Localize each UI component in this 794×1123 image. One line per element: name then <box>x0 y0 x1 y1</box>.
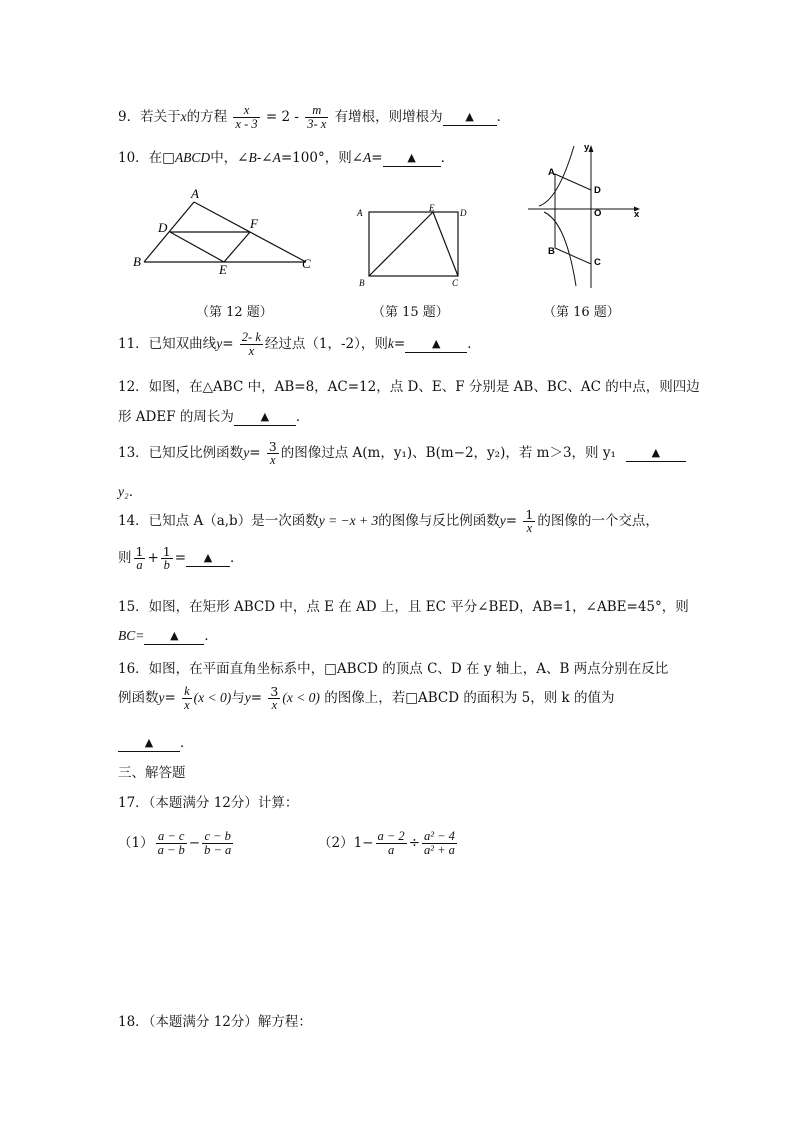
question-15-line2: BC= ▲ ． <box>118 628 218 644</box>
fraction: $\frac{a - c}{a - b}$ <box>157 829 185 858</box>
fraction: $\frac{c - b}{b - a}$ <box>204 829 232 858</box>
label-C: C <box>302 256 311 271</box>
label-A: A <box>548 167 555 178</box>
question-12-line1: 12．如图，在△ABC 中，AB=8，AC=12，点 D、E、F 分别是 AB、BC、AC 的中点，则四边 <box>118 379 700 395</box>
fraction: $\frac{1}{a}$ <box>135 544 144 573</box>
answer-blank[interactable] <box>118 737 180 752</box>
fraction: $\frac{\text{a² − 4}}{\text{a² + a}}$ <box>424 829 455 858</box>
question-9: 9．若关于x的方程 $\frac{x}{x - 3}$ = 2 - $\frac{m}{3- x}$ 有增根，则增根为 ▲ ． <box>118 103 511 132</box>
label-B: B <box>359 278 365 288</box>
parallelogram-ABCD <box>555 174 591 264</box>
label-F: F <box>250 216 258 231</box>
question-13-line2: y₂． <box>118 484 143 499</box>
question-17-part2: （2）1− $\frac{a - 2}{a}$ ÷ $\frac{\text{a² − 4}}{\text{a² + a}}$ <box>318 829 455 858</box>
label-D: D <box>460 208 467 218</box>
label-E: E <box>429 203 435 213</box>
fraction: $\frac{m}{3- x}$ <box>307 103 327 132</box>
question-10: 10．在□ABCD中，∠B-∠A=100°，则∠A= ▲ ． <box>118 150 455 166</box>
figure-12 <box>130 188 320 278</box>
triangle-icon: ▲ <box>431 337 441 351</box>
triangle-icon: ▲ <box>260 410 270 423</box>
section-heading: 三、解答题 <box>118 765 186 781</box>
question-16-line3: ▲ ． <box>118 731 194 752</box>
question-13: 13．已知反比例函数y= $\frac{3}{x}$ 的图像过点 A(m，y₁)、B(m−2，y₂)，若 m＞3，则 y₁ ▲ <box>118 440 686 467</box>
triangle-icon: ▲ <box>465 110 474 124</box>
figure-16 <box>522 140 646 290</box>
label-D: D <box>158 220 168 235</box>
question-11: 11．已知双曲线y= $\frac{2- k}{x}$ 经过点（1，-2），则k= ▲ ． <box>118 330 481 359</box>
question-16-line1: 16．如图，在平面直角坐标系中，□ABCD 的顶点 C、D 在 y 轴上，A、B 两点分别在反比 <box>118 661 669 677</box>
fraction: $\frac{a - 2}{a}$ <box>377 829 405 858</box>
label-A: A <box>191 188 199 201</box>
triangle-icon: ▲ <box>407 151 416 164</box>
figure-15 <box>354 202 472 290</box>
label-x: x <box>634 209 640 220</box>
answer-blank[interactable] <box>626 447 686 462</box>
answer-blank[interactable] <box>405 338 467 353</box>
triangle-icon: ▲ <box>203 551 213 565</box>
label-y: y <box>584 142 590 153</box>
label-B: B <box>548 246 555 257</box>
question-12-line2: 形 ADEF 的周长为 ▲ ． <box>118 409 310 425</box>
segment-EF <box>224 232 250 262</box>
answer-blank[interactable] <box>234 411 296 426</box>
fraction: $\frac{x}{x - 3}$ <box>235 103 258 132</box>
segment-DE <box>170 232 224 262</box>
question-16-line2: 例函数y= $\frac{k}{x}$ (x < 0)与y= $\frac{3}{x}$ (x < 0) 的图像上，若□ABCD 的面积为 5，则 k 的值为 <box>118 684 615 713</box>
caption-15: （第 15 题） <box>372 305 449 320</box>
rectangle-ABCD <box>369 212 458 276</box>
question-14: 14．已知点 A（a,b）是一次函数y = −x + 3的图像与反比例函数y= $\frac{1}{x}$ 的图像的一个交点， <box>118 507 659 536</box>
label-C: C <box>594 257 601 268</box>
question-18-title: 18．（本题满分 12分）解方程： <box>118 1014 312 1030</box>
answer-blank[interactable] <box>443 111 497 126</box>
segment-EC <box>433 212 458 276</box>
label-E: E <box>219 262 227 277</box>
label-C: C <box>452 278 459 288</box>
caption-16: （第 16 题） <box>543 305 620 320</box>
question-17-title: 17．（本题满分 12分）计算： <box>118 795 299 811</box>
answer-blank[interactable] <box>186 552 230 567</box>
caption-12: （第 12 题） <box>196 305 273 320</box>
triangle-icon: ▲ <box>170 629 179 642</box>
hyperbola-upper <box>539 146 574 206</box>
question-15-line1: 15．如图，在矩形 ABCD 中，点 E 在 AD 上，且 EC 平分∠BED，AB=1，∠ABE=45°，则 <box>118 599 689 615</box>
fraction: $\frac{k}{x}$ <box>184 684 190 713</box>
segment-BE <box>369 212 433 276</box>
label-A: A <box>357 208 363 218</box>
label-D: D <box>594 185 601 196</box>
label-B: B <box>133 254 141 269</box>
question-17-part1: （1） $\frac{a - c}{a - b}$ − $\frac{c - b}{b - a}$ <box>118 829 232 858</box>
answer-blank[interactable] <box>144 630 204 645</box>
triangle-icon: ▲ <box>144 736 154 749</box>
fraction: $\frac{1}{x}$ <box>525 507 534 536</box>
question-14-line2: 则 $\frac{1}{a}$ + $\frac{1}{b}$ = ▲ ． <box>118 544 244 573</box>
label-O: O <box>594 208 602 219</box>
fraction: $\frac{3}{x}$ <box>268 439 277 468</box>
fraction: $\frac{2- k}{x}$ <box>241 330 261 359</box>
fraction: $\frac{1}{b}$ <box>162 544 171 573</box>
fraction: $\frac{3}{x}$ <box>270 684 279 713</box>
answer-blank[interactable] <box>383 152 441 167</box>
triangle-icon: ▲ <box>651 446 661 460</box>
